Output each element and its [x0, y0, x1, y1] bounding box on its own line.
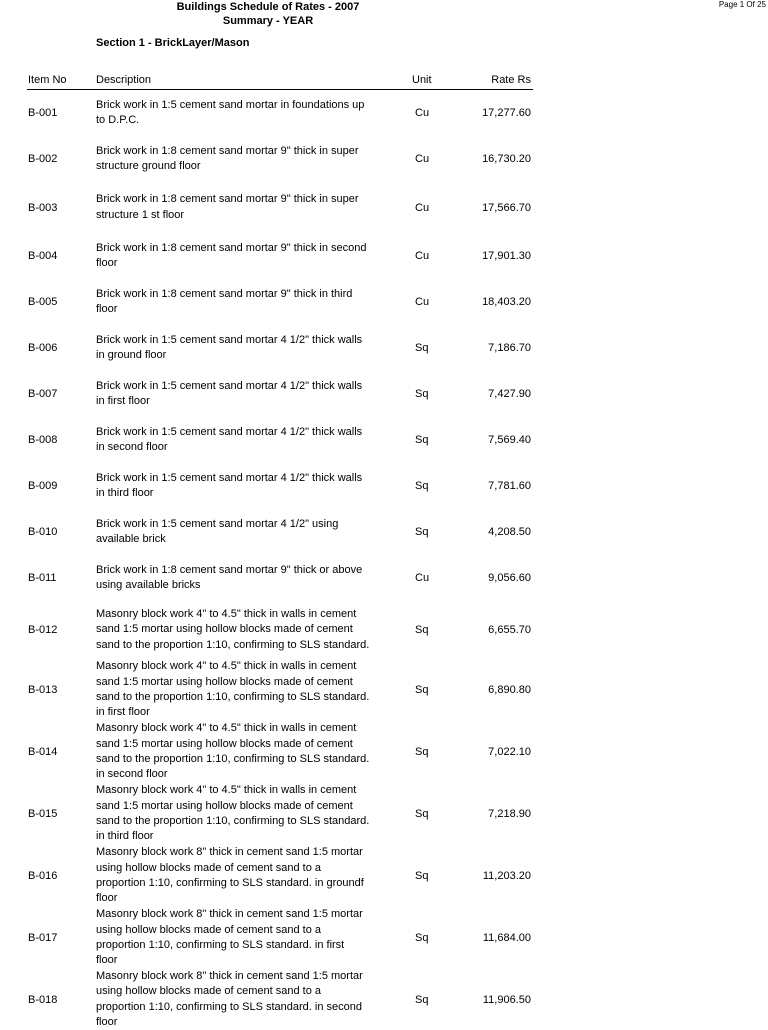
item-unit: Sq: [415, 624, 429, 636]
item-number: B-009: [28, 480, 58, 492]
item-rate: 18,403.20: [482, 296, 531, 308]
item-number: B-008: [28, 434, 58, 446]
item-unit: Cu: [415, 296, 430, 308]
column-header-rate: Rate Rs: [491, 74, 531, 86]
item-rate: 7,022.10: [488, 746, 531, 758]
item-number: B-013: [28, 684, 58, 696]
item-number: B-011: [28, 572, 57, 584]
item-rate: 11,203.20: [482, 870, 531, 882]
item-rate: 4,208.50: [488, 526, 531, 538]
table-row: [0, 907, 768, 969]
item-rate: 7,186.70: [488, 342, 531, 354]
table-row: [0, 136, 768, 182]
item-description: Brick work in 1:5 cement sand mortar in foundations up to D.P.C.: [96, 98, 365, 126]
table-row: [0, 233, 768, 279]
item-number: B-005: [28, 296, 58, 308]
item-rate: 6,655.70: [488, 624, 531, 636]
table-row: [0, 969, 768, 1030]
table-row: [0, 417, 768, 463]
table-row: [0, 182, 768, 233]
item-unit: Cu: [415, 572, 430, 584]
table-row: [0, 845, 768, 907]
column-header-item-no: Item No: [28, 74, 67, 86]
item-rate: 6,890.80: [488, 684, 531, 696]
document-title: Buildings Schedule of Rates - 2007: [176, 1, 360, 13]
item-description: Masonry block work 4" to 4.5" thick in walls in cement sand 1:5 mortar using hollow blocks made of cement sand to the proportion 1:10, confirming to SLS standard. in third floor: [96, 784, 370, 843]
item-unit: Sq: [415, 808, 429, 820]
item-unit: Sq: [415, 746, 429, 758]
item-description: Brick work in 1:8 cement sand mortar 9" thick in third floor: [96, 287, 353, 315]
item-rate: 17,277.60: [482, 107, 531, 119]
item-unit: Cu: [415, 153, 430, 165]
table-row: [0, 279, 768, 325]
item-description: Masonry block work 8" thick in cement sand 1:5 mortar using hollow blocks made of cement sand to a proportion 1:10, confirming to SLS standard. in second floor: [96, 969, 363, 1028]
item-rate: 9,056.60: [488, 572, 531, 584]
item-number: B-006: [28, 342, 58, 354]
item-description: Brick work in 1:5 cement sand mortar 4 1/2" thick walls in first floor: [96, 379, 363, 407]
item-rate: 11,684.00: [482, 932, 531, 944]
item-unit: Sq: [415, 993, 429, 1006]
item-unit: Sq: [415, 526, 429, 538]
item-unit: Sq: [415, 932, 429, 944]
item-number: B-012: [28, 624, 58, 636]
rates-table: [0, 90, 768, 1030]
item-rate: 7,218.90: [488, 808, 531, 820]
table-row: [0, 555, 768, 601]
table-row: [0, 463, 768, 509]
item-number: B-004: [28, 250, 58, 262]
table-row: [0, 325, 768, 371]
item-rate: 17,566.70: [482, 201, 531, 214]
item-description: Brick work in 1:5 cement sand mortar 4 1/2" using available brick: [96, 517, 339, 545]
item-description: Brick work in 1:8 cement sand mortar 9" thick in second floor: [96, 241, 367, 269]
item-number: B-002: [28, 153, 58, 165]
table-row: [0, 371, 768, 417]
item-description: Brick work in 1:8 cement sand mortar 9" thick in super structure ground floor: [96, 144, 359, 172]
item-number: B-014: [28, 746, 58, 758]
table-row: [0, 601, 768, 659]
item-number: B-003: [28, 201, 58, 214]
item-number: B-007: [28, 388, 58, 400]
item-rate: 11,906.50: [482, 993, 531, 1006]
item-rate: 7,427.90: [488, 388, 531, 400]
item-unit: Sq: [415, 434, 429, 446]
item-rate: 7,569.40: [488, 434, 531, 446]
item-number: B-001: [28, 107, 58, 119]
item-number: B-016: [28, 870, 58, 882]
item-rate: 16,730.20: [482, 153, 531, 165]
table-row: [0, 659, 768, 721]
item-rate: 17,901.30: [482, 250, 531, 262]
item-rate: 7,781.60: [488, 480, 531, 492]
item-unit: Cu: [415, 201, 430, 214]
item-unit: Sq: [415, 480, 429, 492]
column-header-description: Description: [96, 74, 152, 86]
item-unit: Cu: [415, 250, 430, 262]
item-description: Masonry block work 4" to 4.5" thick in walls in cement sand 1:5 mortar using hollow blocks made of cement sand to the proportion 1:10, confirming to SLS standard. in first floor: [96, 660, 370, 719]
page-number: Page 1 Of 25: [718, 0, 766, 9]
item-description: Brick work in 1:5 cement sand mortar 4 1/2" thick walls in second floor: [96, 425, 363, 453]
item-description: Masonry block work 8" thick in cement sand 1:5 mortar using hollow blocks made of cement sand to a proportion 1:10, confirming to SLS standard. in groundf floor: [96, 846, 364, 905]
item-number: B-015: [28, 808, 58, 820]
item-description: Masonry block work 4" to 4.5" thick in walls in cement sand 1:5 mortar using hollow blocks made of cement sand to the proportion 1:10, confirming to SLS standard.: [96, 608, 370, 651]
item-unit: Sq: [415, 684, 429, 696]
document-subtitle: Summary - YEAR: [222, 15, 314, 27]
item-number: B-017: [28, 932, 58, 944]
item-description: Brick work in 1:8 cement sand mortar 9" thick or above using available bricks: [96, 563, 363, 591]
item-description: Masonry block work 8" thick in cement sand 1:5 mortar using hollow blocks made of cement sand to a proportion 1:10, confirming to SLS standard. in first floor: [96, 908, 363, 967]
item-description: Brick work in 1:5 cement sand mortar 4 1/2" thick walls in ground floor: [96, 333, 363, 361]
table-row: [0, 509, 768, 555]
item-unit: Sq: [415, 342, 429, 354]
column-header-unit: Unit: [412, 74, 432, 86]
item-unit: Cu: [415, 107, 430, 119]
item-description: Brick work in 1:8 cement sand mortar 9" thick in super structure 1 st floor: [96, 193, 359, 221]
item-description: Brick work in 1:5 cement sand mortar 4 1/2" thick walls in third floor: [96, 471, 363, 499]
item-number: B-018: [28, 993, 58, 1006]
table-row: [0, 90, 768, 136]
item-unit: Sq: [415, 388, 429, 400]
table-row: [0, 783, 768, 845]
table-row: [0, 721, 768, 783]
item-description: Masonry block work 4" to 4.5" thick in walls in cement sand 1:5 mortar using hollow blocks made of cement sand to the proportion 1:10, confirming to SLS standard. in second floor: [96, 722, 370, 781]
item-number: B-010: [28, 526, 58, 538]
title-block: [0, 0, 536, 28]
item-unit: Sq: [415, 870, 429, 882]
section-heading: Section 1 - BrickLayer/Mason: [96, 37, 250, 49]
